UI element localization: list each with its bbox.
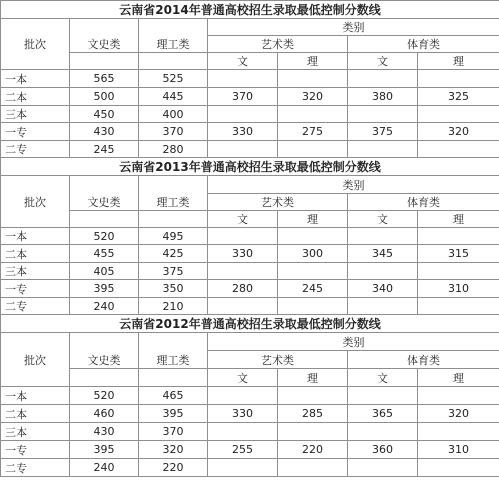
table-row	[1, 298, 499, 315]
art-wen-score	[208, 141, 278, 158]
sports-li-score	[418, 70, 499, 88]
sports-wen-score	[348, 106, 418, 123]
table-row	[1, 88, 499, 106]
sports-li-score: 320	[418, 405, 499, 423]
sports-wen-header: 文	[348, 369, 418, 387]
sports-wen-header: 文	[348, 211, 418, 228]
table-row	[1, 70, 499, 88]
liberal-arts-score: 500	[70, 88, 139, 106]
sports-wen-score	[348, 423, 418, 441]
science-score: 375	[139, 263, 208, 280]
header-row	[1, 333, 499, 351]
header-row	[1, 53, 499, 70]
art-li-score	[278, 459, 348, 477]
blank-cell	[70, 53, 139, 70]
art-li-score: 220	[278, 441, 348, 459]
section-title: 云南省2012年普通高校招生录取最低控制分数线	[1, 315, 499, 333]
sports-wen-score	[348, 228, 418, 245]
art-wen-score: 330	[208, 123, 278, 141]
sports-wen-score: 340	[348, 280, 418, 298]
art-header: 艺术类	[208, 194, 348, 211]
sports-li-score: 310	[418, 441, 499, 459]
science-score: 495	[139, 228, 208, 245]
section-title-row	[1, 1, 499, 19]
liberal-arts-score: 520	[70, 228, 139, 245]
science-score: 525	[139, 70, 208, 88]
blank-cell	[139, 369, 208, 387]
sports-li-score	[418, 423, 499, 441]
batch-header: 批次	[1, 176, 70, 228]
sports-li-score: 315	[418, 245, 499, 263]
sports-li-score	[418, 387, 499, 405]
science-score: 445	[139, 88, 208, 106]
sports-wen-score	[348, 459, 418, 477]
liberal-arts-score: 460	[70, 405, 139, 423]
sports-wen-score	[348, 298, 418, 315]
sports-wen-score: 365	[348, 405, 418, 423]
art-wen-score	[208, 228, 278, 245]
art-wen-score: 330	[208, 245, 278, 263]
batch-header: 批次	[1, 333, 70, 387]
sports-wen-score: 360	[348, 441, 418, 459]
table-row	[1, 123, 499, 141]
liberal-arts-header: 文史类	[70, 176, 139, 211]
liberal-arts-score: 395	[70, 441, 139, 459]
art-header: 艺术类	[208, 36, 348, 53]
sports-wen-score	[348, 70, 418, 88]
art-wen-score: 370	[208, 88, 278, 106]
science-score: 425	[139, 245, 208, 263]
liberal-arts-header: 文史类	[70, 19, 139, 53]
batch-name: 一本	[1, 228, 70, 245]
sports-li-header: 理	[418, 53, 499, 70]
sports-li-header: 理	[418, 211, 499, 228]
batch-name: 一专	[1, 441, 70, 459]
sports-wen-score	[348, 263, 418, 280]
art-li-score	[278, 298, 348, 315]
art-li-score: 300	[278, 245, 348, 263]
art-li-score	[278, 228, 348, 245]
art-wen-score: 255	[208, 441, 278, 459]
art-li-score	[278, 70, 348, 88]
section-title-row	[1, 158, 499, 176]
art-wen-header: 文	[208, 369, 278, 387]
art-li-score	[278, 423, 348, 441]
art-header: 艺术类	[208, 351, 348, 369]
science-header: 理工类	[139, 19, 208, 53]
science-score: 465	[139, 387, 208, 405]
art-li-score	[278, 387, 348, 405]
sports-li-score	[418, 298, 499, 315]
sports-wen-score	[348, 141, 418, 158]
liberal-arts-score: 430	[70, 123, 139, 141]
sports-header: 体育类	[348, 36, 499, 53]
art-wen-score	[208, 387, 278, 405]
batch-name: 一本	[1, 387, 70, 405]
science-score: 210	[139, 298, 208, 315]
science-score: 280	[139, 141, 208, 158]
liberal-arts-score: 240	[70, 298, 139, 315]
liberal-arts-score: 395	[70, 280, 139, 298]
sports-wen-score: 380	[348, 88, 418, 106]
sports-li-score	[418, 141, 499, 158]
batch-name: 一专	[1, 123, 70, 141]
art-li-score: 245	[278, 280, 348, 298]
sports-header: 体育类	[348, 194, 499, 211]
batch-name: 二本	[1, 245, 70, 263]
header-row	[1, 19, 499, 36]
table-row	[1, 459, 499, 477]
table-row	[1, 405, 499, 423]
science-score: 320	[139, 441, 208, 459]
sports-wen-header: 文	[348, 53, 418, 70]
art-wen-score	[208, 106, 278, 123]
sports-header: 体育类	[348, 351, 499, 369]
sports-wen-score: 375	[348, 123, 418, 141]
header-row	[1, 369, 499, 387]
batch-name: 二本	[1, 405, 70, 423]
sports-li-score	[418, 228, 499, 245]
art-li-header: 理	[278, 53, 348, 70]
blank-cell	[70, 369, 139, 387]
table-row	[1, 423, 499, 441]
art-li-header: 理	[278, 211, 348, 228]
table-row	[1, 280, 499, 298]
art-wen-score	[208, 423, 278, 441]
batch-header: 批次	[1, 19, 70, 70]
batch-name: 三本	[1, 423, 70, 441]
sports-wen-score	[348, 387, 418, 405]
table-row	[1, 141, 499, 158]
art-li-score: 275	[278, 123, 348, 141]
batch-name: 二专	[1, 298, 70, 315]
liberal-arts-score: 405	[70, 263, 139, 280]
science-score: 220	[139, 459, 208, 477]
table-row	[1, 387, 499, 405]
sports-li-score	[418, 459, 499, 477]
blank-cell	[139, 53, 208, 70]
batch-name: 三本	[1, 106, 70, 123]
science-score: 400	[139, 106, 208, 123]
section-title: 云南省2013年普通高校招生录取最低控制分数线	[1, 158, 499, 176]
art-li-score	[278, 263, 348, 280]
art-wen-score	[208, 70, 278, 88]
sports-li-score: 320	[418, 123, 499, 141]
art-li-score	[278, 106, 348, 123]
blank-cell	[139, 211, 208, 228]
batch-name: 二专	[1, 459, 70, 477]
batch-name: 二专	[1, 141, 70, 158]
liberal-arts-score: 565	[70, 70, 139, 88]
category-header: 类别	[208, 176, 499, 194]
score-table-body	[1, 1, 499, 477]
art-wen-score	[208, 298, 278, 315]
science-header: 理工类	[139, 176, 208, 211]
header-row	[1, 211, 499, 228]
batch-name: 一专	[1, 280, 70, 298]
table-row	[1, 263, 499, 280]
art-li-score: 320	[278, 88, 348, 106]
liberal-arts-score: 455	[70, 245, 139, 263]
table-row	[1, 245, 499, 263]
art-wen-score: 280	[208, 280, 278, 298]
sports-wen-score: 345	[348, 245, 418, 263]
liberal-arts-score: 450	[70, 106, 139, 123]
section-title-row	[1, 315, 499, 333]
batch-name: 三本	[1, 263, 70, 280]
liberal-arts-score: 430	[70, 423, 139, 441]
art-li-score	[278, 141, 348, 158]
sports-li-score	[418, 263, 499, 280]
table-row	[1, 441, 499, 459]
table-row	[1, 106, 499, 123]
art-wen-header: 文	[208, 211, 278, 228]
category-header: 类别	[208, 333, 499, 351]
sports-li-header: 理	[418, 369, 499, 387]
art-li-header: 理	[278, 369, 348, 387]
art-wen-header: 文	[208, 53, 278, 70]
section-title: 云南省2014年普通高校招生录取最低控制分数线	[1, 1, 499, 19]
blank-cell	[70, 211, 139, 228]
batch-name: 一本	[1, 70, 70, 88]
liberal-arts-score: 520	[70, 387, 139, 405]
liberal-arts-header: 文史类	[70, 333, 139, 369]
science-score: 370	[139, 123, 208, 141]
liberal-arts-score: 240	[70, 459, 139, 477]
science-header: 理工类	[139, 333, 208, 369]
science-score: 350	[139, 280, 208, 298]
art-wen-score	[208, 263, 278, 280]
art-li-score: 285	[278, 405, 348, 423]
sports-li-score: 325	[418, 88, 499, 106]
art-wen-score	[208, 459, 278, 477]
batch-name: 二本	[1, 88, 70, 106]
science-score: 370	[139, 423, 208, 441]
sports-li-score: 310	[418, 280, 499, 298]
science-score: 395	[139, 405, 208, 423]
category-header: 类别	[208, 19, 499, 36]
art-wen-score: 330	[208, 405, 278, 423]
liberal-arts-score: 245	[70, 141, 139, 158]
header-row	[1, 176, 499, 194]
table-row	[1, 228, 499, 245]
sports-li-score	[418, 106, 499, 123]
